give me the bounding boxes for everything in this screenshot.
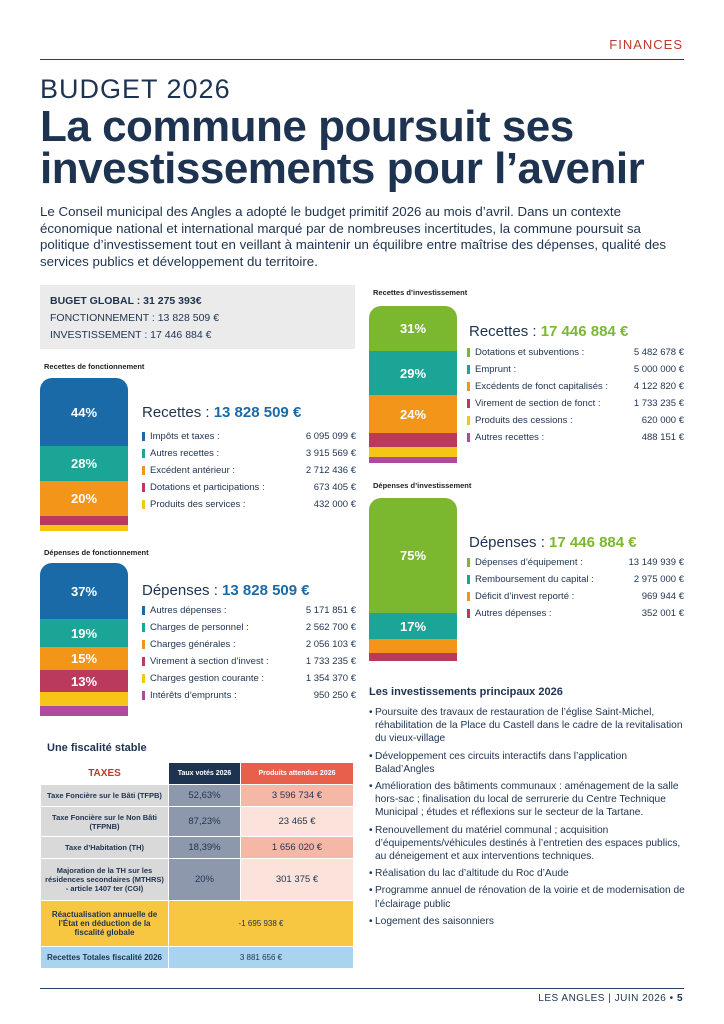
- stack-segment: 44%: [40, 378, 128, 446]
- budget-row-value: 2 712 436 €: [305, 465, 356, 476]
- budget-row-value: 488 151 €: [641, 432, 684, 443]
- rec-inv-head-amount: 17 446 884 €: [540, 323, 629, 340]
- tax-amount: 3 596 734 €: [241, 785, 354, 807]
- color-marker: [467, 558, 470, 567]
- budget-row-label: Virement de section de fonct :: [475, 398, 601, 409]
- budget-row-value: 6 095 099 €: [305, 431, 356, 442]
- budget-row-value: 5 000 000 €: [633, 364, 684, 375]
- tax-amount: 23 465 €: [241, 807, 354, 837]
- kicker: BUDGET 2026: [40, 74, 231, 104]
- budget-row-label: Excédents de fonct capitalisés :: [475, 381, 609, 392]
- budget-row: [142, 670, 356, 687]
- tax-header-amount: Produits attendus 2026: [241, 763, 354, 785]
- footer: [538, 993, 683, 1004]
- rec-fonct-title: Recettes de fonctionnement: [44, 362, 145, 371]
- budget-row-label: Produits des cessions :: [475, 415, 573, 426]
- budget-row-value: 1 733 235 €: [633, 398, 684, 409]
- section-label: FINANCES: [609, 37, 683, 52]
- stack-segment: [369, 433, 457, 447]
- budget-row-value: 2 562 700 €: [305, 622, 356, 633]
- budget-row: [142, 445, 356, 462]
- budget-row: [142, 636, 356, 653]
- budget-row-label: Autres recettes :: [150, 448, 220, 459]
- dep-fonct-list: [142, 602, 356, 704]
- page-number: 5: [676, 993, 683, 1004]
- color-marker: [142, 623, 145, 632]
- budget-row-label: Dépenses d’équipement :: [475, 557, 583, 568]
- stack-segment: [40, 516, 128, 525]
- budget-row-value: 3 915 569 €: [305, 448, 356, 459]
- budget-row-value: 352 001 €: [641, 608, 684, 619]
- budget-row-label: Intérêts d’emprunts :: [150, 690, 237, 701]
- budget-row-value: 673 405 €: [313, 482, 356, 493]
- investissement-item: • Poursuite des travaux de restauration de l’église Saint-Michel, réhabilitation de la Place du Castell dans le cadre de la revitalisation du vieux-village: [369, 706, 687, 746]
- dep-inv-title: Dépenses d’investissement: [373, 481, 472, 490]
- global-budget-box: [40, 285, 355, 349]
- tax-name: Taxe d’Habitation (TH): [41, 837, 169, 859]
- tax-rate: 87,23%: [169, 807, 241, 837]
- dep-fonct-stack: [40, 563, 128, 716]
- budget-row-value: 1 354 370 €: [305, 673, 356, 684]
- tax-row: [41, 807, 354, 837]
- budget-row: [142, 619, 356, 636]
- tax-name: Majoration de la TH sur les résidences secondaires (MTHRS) - article 1407 ter (CGI): [41, 859, 169, 901]
- stack-segment: 75%: [369, 498, 457, 613]
- budget-row-value: 4 122 820 €: [633, 381, 684, 392]
- tax-amount: 301 375 €: [241, 859, 354, 901]
- color-marker: [142, 657, 145, 666]
- budget-row-label: Dotations et subventions :: [475, 347, 585, 358]
- budget-row-value: 2 975 000 €: [633, 574, 684, 585]
- budget-row: [467, 344, 684, 361]
- stack-segment: 15%: [40, 647, 128, 670]
- stack-segment: 28%: [40, 446, 128, 481]
- tax-row: [41, 785, 354, 807]
- stack-segment: 20%: [40, 481, 128, 516]
- investissement-item: • Logement des saisonniers: [369, 915, 687, 928]
- color-marker: [142, 500, 145, 509]
- rec-fonct-head-amount: 13 828 509 €: [213, 404, 302, 421]
- budget-row: [467, 429, 684, 446]
- stack-segment: 13%: [40, 670, 128, 692]
- budget-row-value: 432 000 €: [313, 499, 356, 510]
- global-fonctionnement: FONCTIONNEMENT : 13 828 509 €: [50, 312, 220, 324]
- budget-row: [142, 462, 356, 479]
- color-marker: [142, 466, 145, 475]
- budget-row-label: Charges de personnel :: [150, 622, 249, 633]
- budget-row-label: Emprunt :: [475, 364, 517, 375]
- dep-inv-list: [467, 554, 684, 622]
- stack-segment: [369, 457, 457, 463]
- color-marker: [467, 382, 470, 391]
- investissements-list: [369, 706, 687, 932]
- investissement-item: • Renouvellement du matériel communal ; acquisition d’équipements/véhicules destinés à l’entretien des espaces publics, au déneigement et aux interventions techniques.: [369, 824, 687, 864]
- budget-row: [467, 361, 684, 378]
- stack-segment: 24%: [369, 395, 457, 433]
- budget-row: [467, 571, 684, 588]
- stack-segment: [40, 706, 128, 716]
- color-marker: [467, 365, 470, 374]
- budget-row: [467, 412, 684, 429]
- budget-row: [142, 428, 356, 445]
- budget-row-label: Autres dépenses :: [475, 608, 552, 619]
- investissement-item: • Développement ces circuits interactifs dans l’application Balad’Angles: [369, 750, 687, 776]
- title-line-2: investissements pour l’avenir: [40, 144, 645, 193]
- budget-row: [142, 602, 356, 619]
- dep-inv-stack: [369, 498, 457, 661]
- budget-row-value: 1 733 235 €: [305, 656, 356, 667]
- investissement-item: • Amélioration des bâtiments communaux : aménagement de la salle hors-sac ; finalisation du local de serrurerie du Centre Technique Municipal ; études et réflexions sur le secteur de la Tartane.: [369, 780, 687, 820]
- budget-row-label: Impôts et taxes :: [150, 431, 220, 442]
- tax-header-taxes: TAXES: [41, 763, 169, 785]
- stack-segment: [369, 639, 457, 653]
- budget-row-label: Autres recettes :: [475, 432, 545, 443]
- budget-row-label: Remboursement du capital :: [475, 574, 594, 585]
- color-marker: [467, 575, 470, 584]
- budget-row-value: 969 944 €: [641, 591, 684, 602]
- budget-row-value: 5 482 678 €: [633, 347, 684, 358]
- rec-inv-title: Recettes d’investissement: [373, 288, 468, 297]
- budget-row-value: 2 056 103 €: [305, 639, 356, 650]
- color-marker: [467, 348, 470, 357]
- stack-segment: 31%: [369, 306, 457, 351]
- color-marker: [467, 399, 470, 408]
- dep-inv-heading: [469, 534, 637, 551]
- budget-row: [142, 687, 356, 704]
- budget-row-label: Virement à section d’invest :: [150, 656, 269, 667]
- investissement-item: • Programme annuel de rénovation de la voirie et de modernisation de l’éclairage public: [369, 884, 687, 910]
- title-line-1: La commune poursuit ses: [40, 102, 574, 151]
- rec-fonct-list: [142, 428, 356, 513]
- stack-segment: 29%: [369, 351, 457, 395]
- tax-row: [41, 859, 354, 901]
- budget-row: [467, 395, 684, 412]
- color-marker: [142, 432, 145, 441]
- stack-segment: 19%: [40, 619, 128, 647]
- footer-text: LES ANGLES | JUIN 2026 •: [538, 993, 677, 1004]
- budget-row-value: 5 171 851 €: [305, 605, 356, 616]
- total-label: Recettes Totales fiscalité 2026: [41, 947, 169, 969]
- budget-row: [142, 479, 356, 496]
- stack-segment: [40, 525, 128, 531]
- dep-fonct-head-label: Dépenses :: [142, 582, 223, 599]
- stack-segment: 37%: [40, 563, 128, 619]
- dep-fonct-heading: [142, 582, 310, 599]
- budget-row-label: Produits des services :: [150, 499, 246, 510]
- dep-fonct-head-amount: 13 828 509 €: [222, 582, 310, 599]
- fiscalite-title: Une fiscalité stable: [47, 742, 147, 754]
- global-total: BUGET GLOBAL : 31 275 393€: [50, 295, 202, 307]
- rec-fonct-heading: [142, 404, 301, 421]
- tax-name: Taxe Foncière sur le Non Bâti (TFPNB): [41, 807, 169, 837]
- total-value: 3 881 656 €: [169, 947, 354, 969]
- tax-amount: 1 656 020 €: [241, 837, 354, 859]
- stack-segment: [369, 447, 457, 457]
- budget-row-label: Déficit d’invest reporté :: [475, 591, 575, 602]
- investissement-item: • Réalisation du lac d’altitude du Roc d’Aude: [369, 867, 687, 880]
- color-marker: [467, 416, 470, 425]
- reactualisation-label: Réactualisation annuelle de l’État en déduction de la fiscalité globale: [41, 901, 169, 947]
- budget-row: [467, 588, 684, 605]
- tax-header-rate: Taux votés 2026: [169, 763, 241, 785]
- global-investissement: INVESTISSEMENT : 17 446 884 €: [50, 329, 212, 341]
- dep-fonct-title: Dépenses de fonctionnement: [44, 548, 149, 557]
- color-marker: [142, 606, 145, 615]
- page-title: [40, 102, 645, 193]
- dep-inv-head-label: Dépenses :: [469, 534, 550, 551]
- budget-row-value: 950 250 €: [313, 690, 356, 701]
- color-marker: [142, 691, 145, 700]
- budget-row-label: Charges gestion courante :: [150, 673, 265, 684]
- color-marker: [142, 640, 145, 649]
- color-marker: [467, 433, 470, 442]
- budget-row-label: Autres dépenses :: [150, 605, 227, 616]
- footer-rule: [40, 988, 684, 989]
- budget-row-value: 13 149 939 €: [628, 557, 684, 568]
- budget-row: [467, 378, 684, 395]
- budget-row: [142, 496, 356, 513]
- stack-segment: 17%: [369, 613, 457, 639]
- color-marker: [142, 674, 145, 683]
- stack-segment: [369, 653, 457, 661]
- tax-rate: 52,63%: [169, 785, 241, 807]
- budget-row-value: 620 000 €: [641, 415, 684, 426]
- budget-row-label: Excédent antérieur :: [150, 465, 236, 476]
- investissements-title: Les investissements principaux 2026: [369, 686, 563, 698]
- budget-row: [467, 554, 684, 571]
- budget-row-label: Dotations et participations :: [150, 482, 265, 493]
- rec-fonct-stack: [40, 378, 128, 531]
- header-rule: [40, 59, 684, 60]
- rec-inv-stack: [369, 306, 457, 463]
- budget-row: [467, 605, 684, 622]
- tax-rate: 18,39%: [169, 837, 241, 859]
- tax-rate: 20%: [169, 859, 241, 901]
- dep-inv-head-amount: 17 446 884 €: [549, 534, 637, 551]
- color-marker: [142, 483, 145, 492]
- budget-row-label: Charges générales :: [150, 639, 236, 650]
- rec-inv-head-label: Recettes :: [469, 323, 541, 340]
- rec-inv-list: [467, 344, 684, 446]
- rec-fonct-head-label: Recettes :: [142, 404, 214, 421]
- stack-segment: [40, 692, 128, 706]
- budget-row: [142, 653, 356, 670]
- tax-name: Taxe Foncière sur le Bâti (TFPB): [41, 785, 169, 807]
- color-marker: [467, 592, 470, 601]
- color-marker: [467, 609, 470, 618]
- color-marker: [142, 449, 145, 458]
- rec-inv-heading: [469, 323, 628, 340]
- reactualisation-value: -1 695 938 €: [169, 901, 354, 947]
- tax-row: [41, 837, 354, 859]
- intro-paragraph: Le Conseil municipal des Angles a adopté le budget primitif 2026 au mois d’avril. Dans un contexte économique national et international marqué par de nombreuses incertitudes, la commune poursuit sa politique d’investissement tout en veillant à maintenir un équilibre entre maîtrise des dépenses, qualité des services publics et développement du territoire.: [40, 204, 667, 269]
- tax-table: [40, 762, 354, 969]
